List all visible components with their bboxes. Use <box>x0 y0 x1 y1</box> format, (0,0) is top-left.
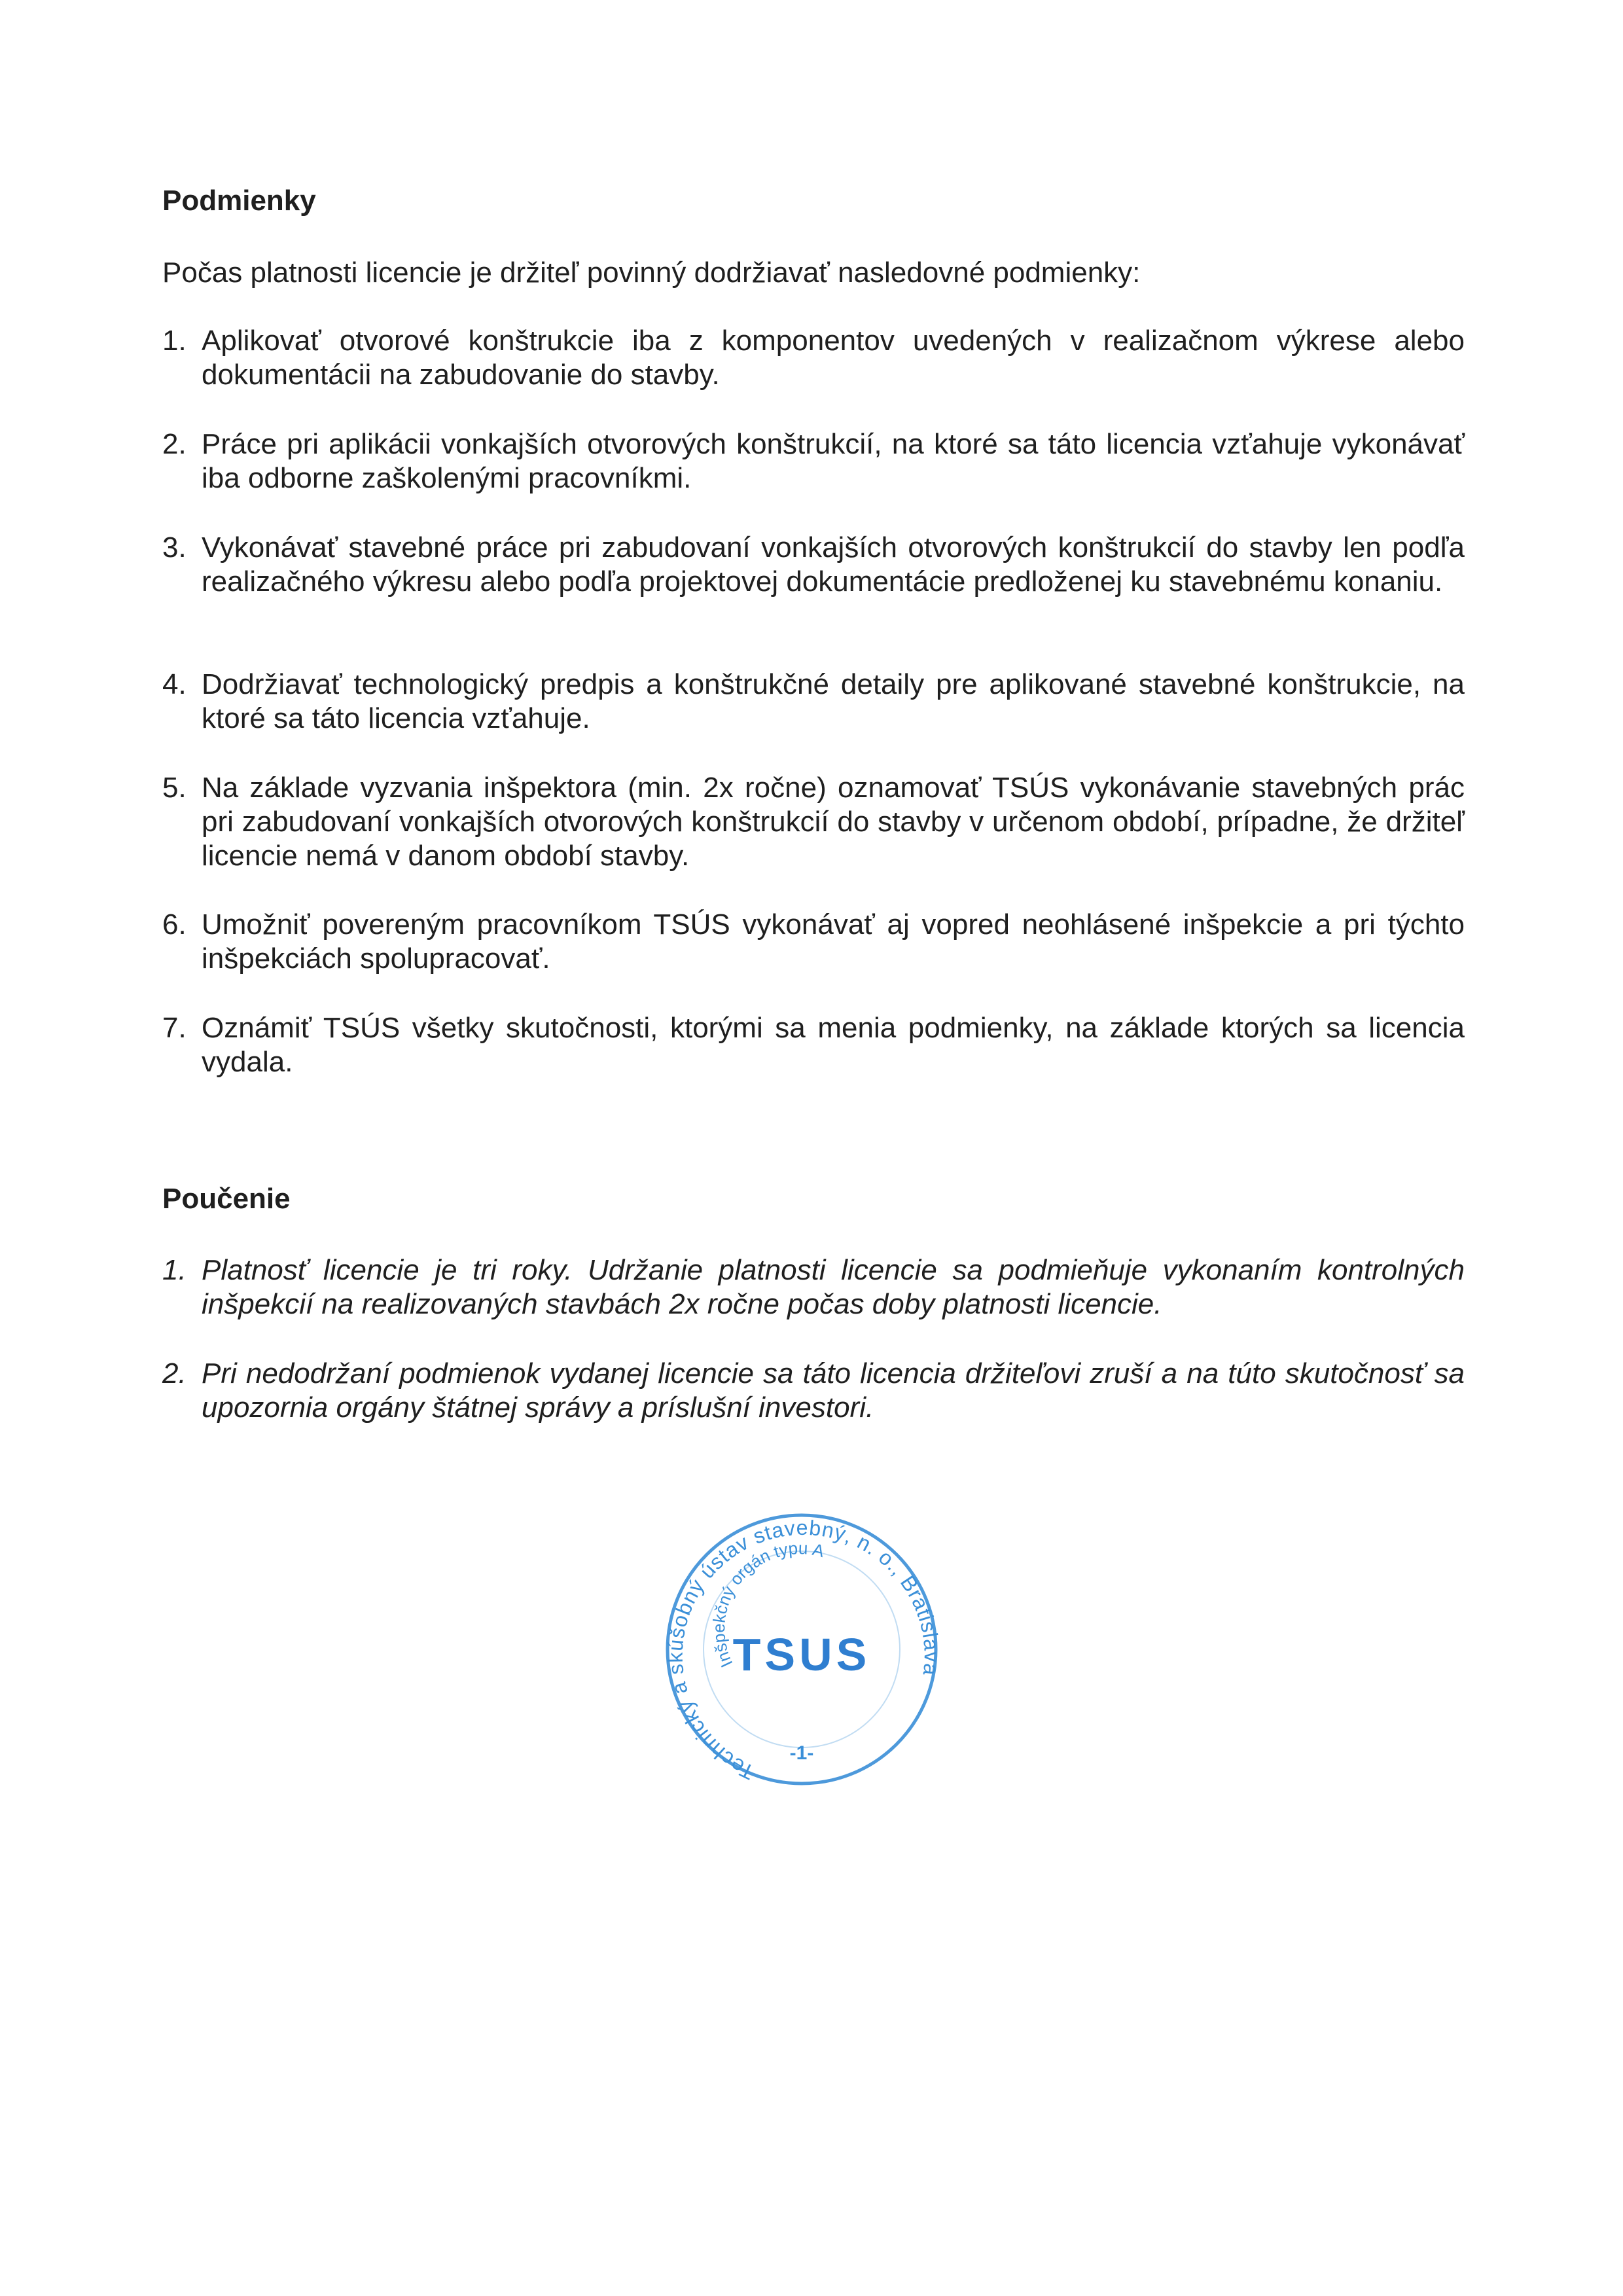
conditions-heading: Podmienky <box>162 185 316 217</box>
condition-number: 1. <box>162 325 187 357</box>
condition-item <box>162 324 1465 392</box>
stamp-outer-text: Technický a skúšobný ústav stavebný, n. o., Bratislava <box>663 1515 944 1785</box>
conditions-intro: Počas platnosti licencie je držiteľ povinný dodržiavať nasledovné podmienky: <box>162 257 1141 289</box>
notice-item <box>162 1253 1465 1321</box>
condition-number: 5. <box>162 772 187 804</box>
condition-item <box>162 668 1465 736</box>
notice-heading: Poučenie <box>162 1183 291 1215</box>
notice-text: Pri nedodržaní podmienok vydanej licencie sa táto licencia držiteľovi zruší a na túto skutočnosť sa upozornia orgány štátnej správy a príslušní investori. <box>202 1357 1465 1424</box>
condition-text: Oznámiť TSÚS všetky skutočnosti, ktorými sa menia podmienky, na základe ktorých sa licencia vydala. <box>202 1012 1465 1078</box>
stamp-logo: TSUS <box>732 1629 871 1680</box>
condition-item <box>162 771 1465 873</box>
condition-number: 7. <box>162 1012 187 1044</box>
notice-item <box>162 1357 1465 1425</box>
stamp-number: -1- <box>789 1742 814 1764</box>
condition-item <box>162 1011 1465 1079</box>
condition-number: 4. <box>162 668 187 700</box>
condition-number: 6. <box>162 908 187 941</box>
condition-text: Práce pri aplikácii vonkajších otvorových konštrukcií, na ktoré sa táto licencia vzťahuje vykonávať iba odborne zaškolenými pracovníkmi. <box>202 428 1465 494</box>
notice-number: 1. <box>162 1254 187 1286</box>
condition-number: 2. <box>162 428 187 460</box>
condition-item <box>162 531 1465 599</box>
official-stamp <box>658 1492 946 1793</box>
condition-text: Vykonávať stavebné práce pri zabudovaní vonkajších otvorových konštrukcií do stavby len podľa realizačného výkresu alebo podľa projektovej dokumentácie predloženej ku stavebnému konaniu. <box>202 531 1465 598</box>
condition-text: Na základe vyzvania inšpektora (min. 2x ročne) oznamovať TSÚS vykonávanie stavebných prác pri zabudovaní vonkajších otvorových konštrukcií do stavby v určenom období, prípadne, že držiteľ licencie nemá v danom období stavby. <box>202 772 1465 872</box>
notice-text: Platnosť licencie je tri roky. Udržanie platnosti licencie sa podmieňuje vykonaním kontrolných inšpekcií na realizovaných stavbách 2x ročne počas doby platnosti licencie. <box>202 1254 1465 1320</box>
stamp-inner-text: Inšpekčný orgán typu A <box>709 1538 827 1671</box>
condition-text: Umožniť povereným pracovníkom TSÚS vykonávať aj vopred neohlásené inšpekcie a pri týchto inšpekciách spolupracovať. <box>202 908 1465 975</box>
condition-number: 3. <box>162 531 187 564</box>
condition-item <box>162 427 1465 495</box>
condition-text: Aplikovať otvorové konštrukcie iba z komponentov uvedených v realizačnom výkrese alebo dokumentácii na zabudovanie do stavby. <box>202 325 1465 391</box>
condition-text: Dodržiavať technologický predpis a konštrukčné detaily pre aplikované stavebné konštrukcie, na ktoré sa táto licencia vzťahuje. <box>202 668 1465 734</box>
notice-number: 2. <box>162 1357 187 1390</box>
condition-item <box>162 908 1465 976</box>
